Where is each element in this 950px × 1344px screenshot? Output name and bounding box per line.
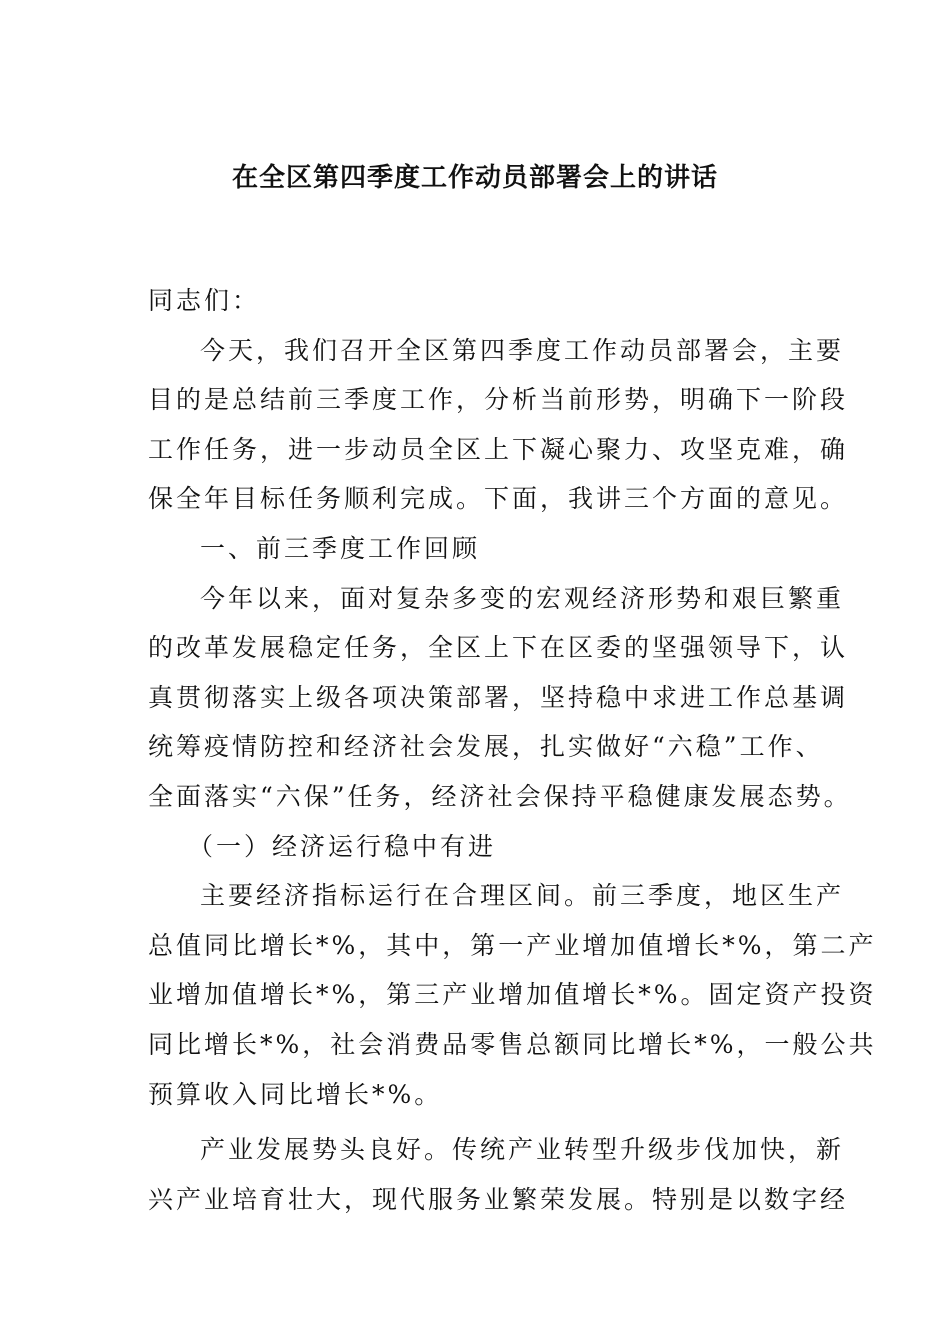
paragraph-line: 总值同比增长*%，其中，第一产业增加值增长*%，第二产 bbox=[148, 930, 877, 960]
paragraph-line: 预算收入同比增长*%。 bbox=[148, 1079, 443, 1109]
paragraph-line: 的改革发展稳定任务，全区上下在区委的坚强领导下，认 bbox=[148, 633, 849, 663]
salutation: 同志们： bbox=[148, 286, 261, 315]
paragraph-line: 统筹疫情防控和经济社会发展，扎实做好“六稳”工作、 bbox=[148, 732, 824, 762]
subsection-heading: （一）经济运行稳中有进 bbox=[188, 831, 497, 861]
document-title: 在全区第四季度工作动员部署会上的讲话 bbox=[231, 163, 718, 193]
section-heading: 一、前三季度工作回顾 bbox=[200, 533, 481, 563]
paragraph-line: 今天，我们召开全区第四季度工作动员部署会，主要 bbox=[200, 335, 845, 365]
paragraph-line: 兴产业培育壮大，现代服务业繁荣发展。特别是以数字经 bbox=[148, 1184, 849, 1214]
paragraph-line: 主要经济指标运行在合理区间。前三季度，地区生产 bbox=[200, 881, 845, 911]
paragraph-line: 业增加值增长*%，第三产业增加值增长*%。固定资产投资 bbox=[148, 980, 877, 1010]
paragraph-line: 工作任务，进一步动员全区上下凝心聚力、攻坚克难，确 bbox=[148, 434, 849, 464]
paragraph-indicators bbox=[148, 871, 877, 1119]
paragraph-line: 今年以来，面对复杂多变的宏观经济形势和艰巨繁重 bbox=[200, 583, 845, 613]
paragraph-line: 真贯彻落实上级各项决策部署，坚持稳中求进工作总基调 bbox=[148, 682, 849, 712]
paragraph-line: 产业发展势头良好。传统产业转型升级步伐加快，新 bbox=[200, 1135, 845, 1165]
paragraph-line: 全面落实“六保”任务，经济社会保持平稳健康发展态势。 bbox=[148, 781, 852, 811]
paragraph-review bbox=[148, 574, 852, 822]
document-body bbox=[148, 276, 877, 1224]
paragraph-line: 同比增长*%，社会消费品零售总额同比增长*%，一般公共 bbox=[148, 1029, 877, 1059]
paragraph-line: 目的是总结前三季度工作，分析当前形势，明确下一阶段 bbox=[148, 385, 849, 415]
paragraph-intro bbox=[148, 326, 849, 524]
paragraph-line: 保全年目标任务顺利完成。下面，我讲三个方面的意见。 bbox=[148, 484, 849, 514]
paragraph-industry bbox=[148, 1125, 849, 1224]
